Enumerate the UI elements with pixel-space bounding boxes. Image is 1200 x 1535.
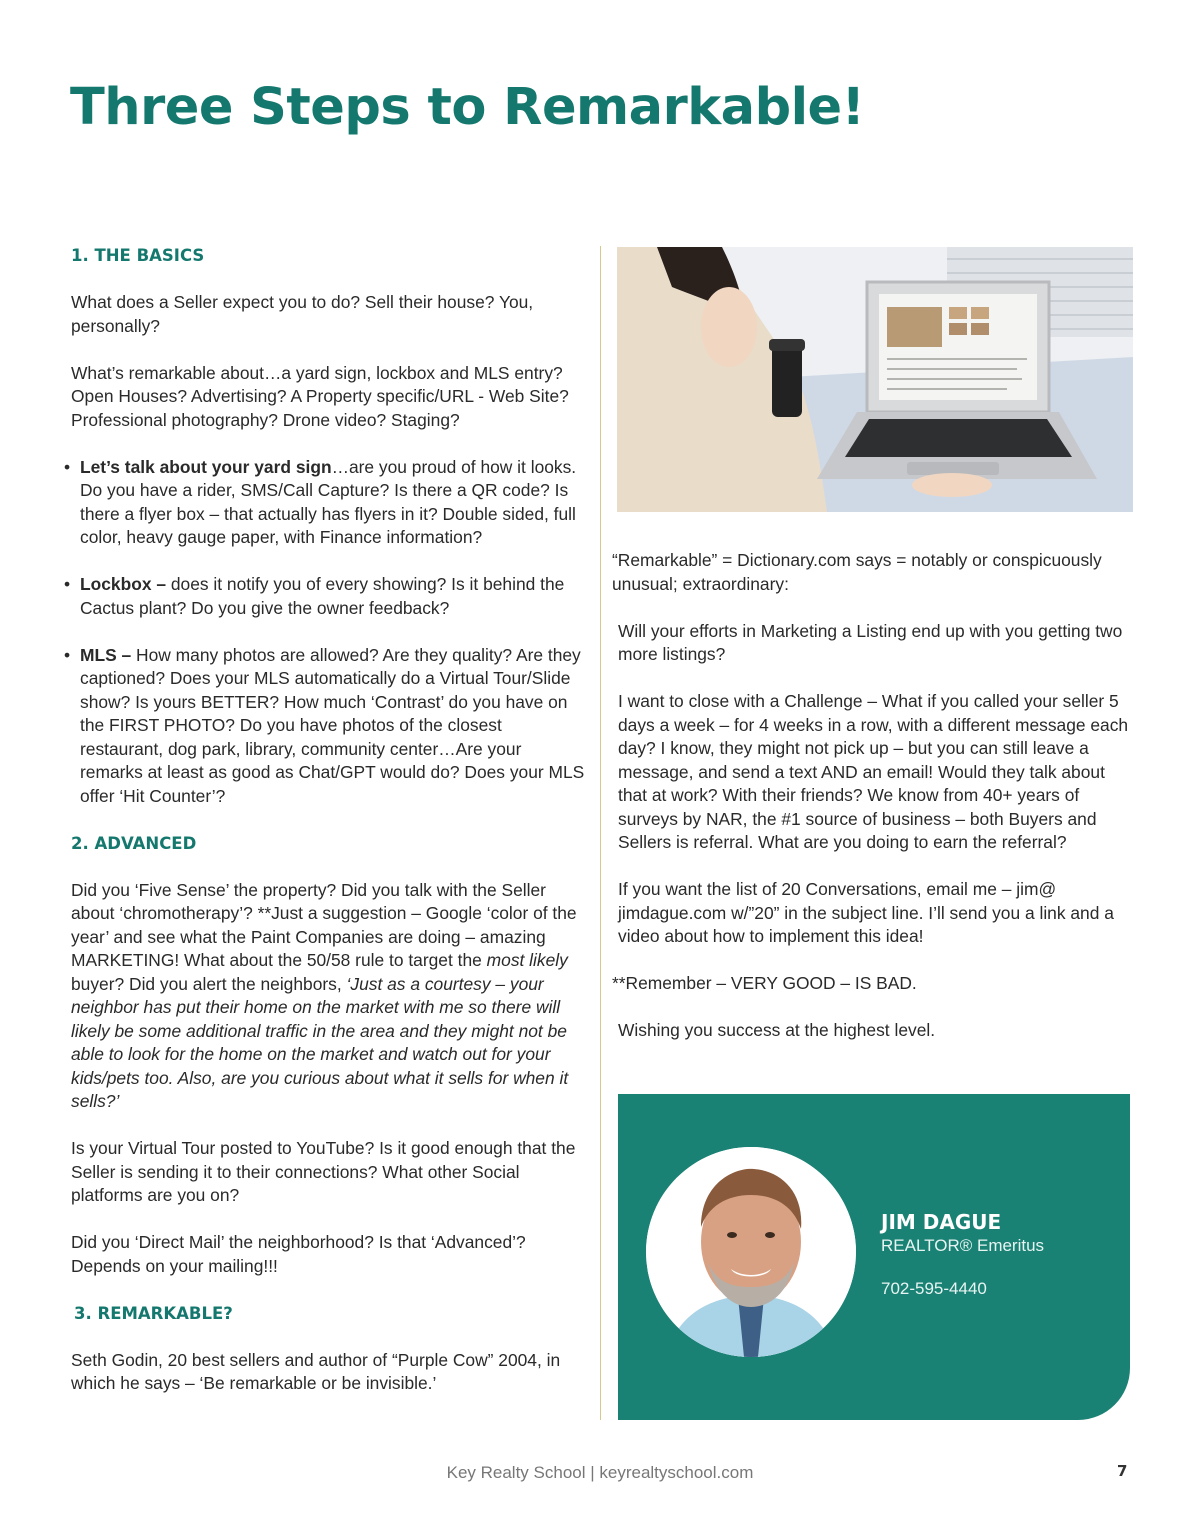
right-paragraph-5: **Remember – VERY GOOD – IS BAD. bbox=[612, 973, 917, 993]
section-heading-remarkable: 3. REMARKABLE? bbox=[74, 1303, 233, 1323]
advanced-p1-part-a: Did you ‘Five Sense’ the property? Did you talk with the Seller about ‘chromotherapy’? **Just a suggestion – Google ‘color of the year’ and see what the Paint Companies are doing – amazing MARKETING! What about the 50/58 rule to target the bbox=[71, 879, 577, 970]
column-divider bbox=[600, 246, 601, 1420]
advanced-paragraph-2: Is your Virtual Tour posted to YouTube? Is it good enough that the Seller is sending it to their connections? What other Social platforms are you on? bbox=[71, 1138, 576, 1205]
advanced-p1-emphasis-1: most likely bbox=[486, 950, 568, 970]
bullet-yard-sign-bold: Let’s talk about your yard sign bbox=[80, 456, 332, 477]
page-number: 7 bbox=[1117, 1462, 1128, 1480]
basics-paragraph-1: What does a Seller expect you to do? Sell their house? You, personally? bbox=[71, 292, 534, 336]
avatar bbox=[646, 1147, 856, 1357]
bullet-mls bbox=[71, 644, 586, 809]
right-paragraph-4: If you want the list of 20 Conversations, email me – jim@ jimdague.com w/”20” in the subject line. I’ll send you a link and a video about how to implement this idea! bbox=[618, 879, 1114, 946]
left-column bbox=[71, 244, 586, 1419]
section-heading-advanced: 2. ADVANCED bbox=[71, 833, 197, 853]
contact-phone: 702-595-4440 bbox=[881, 1279, 987, 1298]
contact-role: REALTOR® Emeritus bbox=[881, 1236, 1045, 1255]
basics-paragraph-2: What’s remarkable about…a yard sign, lockbox and MLS entry? Open Houses? Advertising? A Property specific/URL - Web Site? Professional photography? Drone video? Staging? bbox=[71, 362, 569, 430]
laptop-photo bbox=[617, 247, 1133, 512]
bullet-yard-sign bbox=[71, 456, 586, 550]
right-column bbox=[612, 549, 1136, 1066]
bullet-lockbox-bold: Lockbox – bbox=[80, 574, 167, 594]
remarkable-paragraph-1: Seth Godin, 20 best sellers and author of “Purple Cow” 2004, in which he says – ‘Be remarkable or be invisible.’ bbox=[71, 1349, 561, 1393]
footer-text: Key Realty School | keyrealtyschool.com bbox=[446, 1463, 754, 1482]
advanced-paragraph-3: Did you ‘Direct Mail’ the neighborhood? Is that ‘Advanced’? Depends on your mailing!!! bbox=[71, 1232, 526, 1276]
right-paragraph-6: Wishing you success at the highest level. bbox=[618, 1020, 936, 1040]
bullet-lockbox-text: does it notify you of every showing? Is it behind the Cactus plant? Do you give the owner feedback? bbox=[80, 574, 565, 618]
advanced-paragraph-1 bbox=[71, 879, 586, 1114]
contact-name: JIM DAGUE bbox=[881, 1210, 1002, 1234]
bullet-mls-text: How many photos are allowed? Are they quality? Are they captioned? Does your MLS automatically do a Virtual Tour/Slide show? Is yours BETTER? How much ‘Contrast’ do you have on the FIRST PHOTO? Do you have photos of the closest restaurant, dog park, library, community center…Are your remarks at least as good as Chat/GPT would do? Does your MLS offer ‘Hit Counter’? bbox=[80, 644, 585, 806]
right-paragraph-2: Will your efforts in Marketing a Listing end up with you getting two more listings? bbox=[618, 620, 1123, 664]
right-paragraph-1: “Remarkable” = Dictionary.com says = notably or conspicuously unusual; extraordinary: bbox=[612, 550, 1102, 594]
bullet-mls-bold: MLS – bbox=[80, 644, 132, 665]
right-paragraph-3: I want to close with a Challenge – What if you called your seller 5 days a week – for 4 weeks in a row, with a different message each day? I know, they might not pick up – but you can still leave a message, and send a text AND an email! Would they talk about that at work? With their friends? We know from 40+ years of surveys by NAR, the #1 source of business – both Buyers and Sellers is referral. What are you doing to earn the referral? bbox=[618, 691, 1129, 852]
advanced-p1-emphasis-2: ‘Just as a courtesy – your neighbor has put their home on the market with me so there will likely be some additional traffic in the area and they might not be able to look for the home on the market and watch out for your kids/pets too. Also, are you curious about what it sells for when it sells?’ bbox=[71, 973, 569, 1111]
section-heading-basics: 1. THE BASICS bbox=[71, 246, 205, 265]
basics-bullet-list bbox=[71, 456, 586, 809]
bullet-lockbox bbox=[71, 573, 586, 620]
page-title: Three Steps to Remarkable! bbox=[70, 78, 865, 137]
bullet-yard-sign-text: …are you proud of how it looks. Do you have a rider, SMS/Call Capture? Is there a QR code? Is there a flyer box – that actually has flyers in it? Double sided, full color, heavy gauge paper, with Finance information? bbox=[80, 456, 577, 547]
advanced-p1-part-b: buyer? Did you alert the neighbors, bbox=[71, 973, 347, 994]
